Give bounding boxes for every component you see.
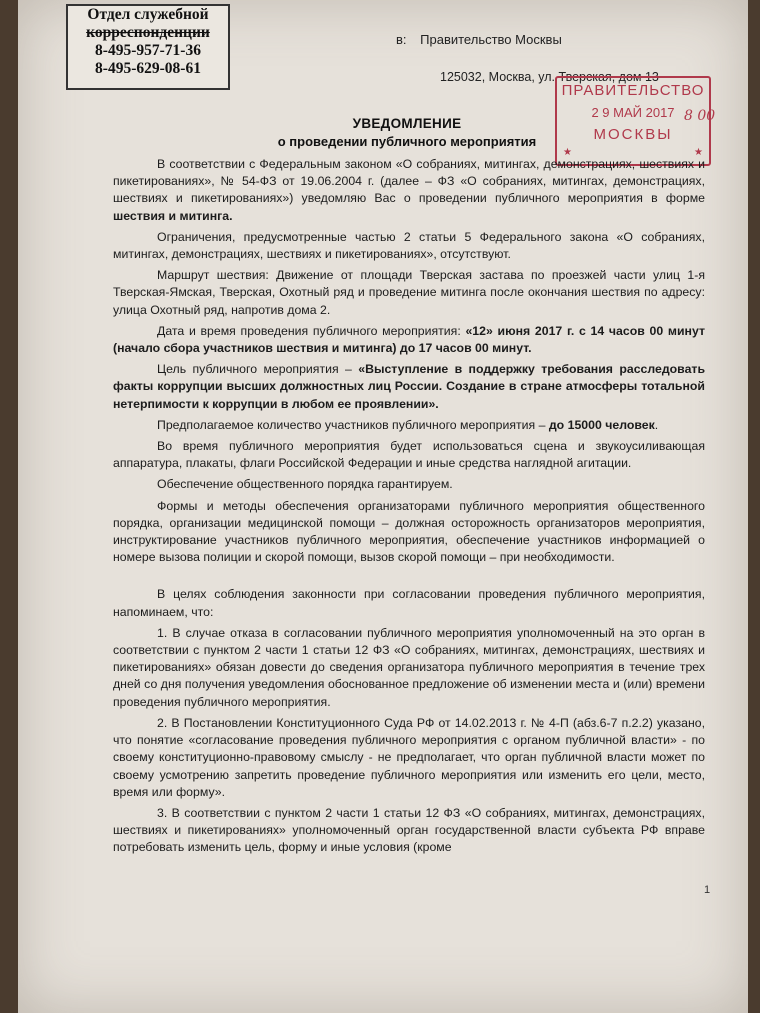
- office-stamp-line1: Отдел служебной: [87, 6, 209, 23]
- star-icon: ★: [694, 147, 703, 158]
- paragraph-bold: шествия и митинга.: [113, 208, 233, 223]
- paragraph-text: Предполагаемое количество участников публичного мероприятия –: [157, 417, 549, 432]
- paragraph: 1. В случае отказа в согласовании публичного мероприятия уполномоченный на это орган в соответствии с пунктом 2 части 1 статьи 12 ФЗ «О собраниях, митингах, демонстрациях, шествиях и пикетированиях» обязан довести до сведения организатора публичного мероприятия в течение трех дней со дня получения уведомления обоснованное предложение об изменении места и (или) времени проведения публичного мероприятия.: [113, 625, 705, 709]
- gov-stamp-top: ПРАВИТЕЛЬСТВО: [561, 82, 705, 99]
- paragraph: [113, 156, 705, 225]
- title-line2: о проведении публичного мероприятия: [277, 134, 537, 149]
- paragraph: Во время публичного мероприятия будет использоваться сцена и звукоусиливающая аппаратура, плакаты, флаги Российской Федерации и иные средства наглядной агитации.: [113, 439, 705, 471]
- recipient-to-label: в:: [396, 32, 407, 47]
- title-line1: УВЕДОМЛЕНИЕ: [352, 116, 462, 131]
- paragraph: Ограничения, предусмотренные частью 2 статьи 5 Федерального закона «О собраниях, митингах, демонстрациях, шествиях и пикетированиях», отсутствуют.: [113, 229, 705, 262]
- paragraph-text: .: [654, 417, 659, 432]
- paragraph: 2. В Постановлении Конституционного Суда РФ от 14.02.2013 г. № 4-П (абз.6-7 п.2.2) указано, что понятие «согласование проведения публичного мероприятия с органом публичной власти» - по своему конституционно-правовому смыслу - не предполагает, что орган публичной власти может по своему усмотрению запретить проведение публичного мероприятия или изменить его цели, место, время или форму».: [113, 715, 705, 799]
- handwritten-time-note: 8 00: [684, 108, 716, 124]
- page-number: 1: [704, 884, 711, 896]
- document-page: [18, 0, 748, 1013]
- paragraph: Формы и методы обеспечения организаторами публичного мероприятия общественного порядка, организации медицинской помощи – должная осторожность организаторов мероприятия, инструктирование участников публичного мероприятия, обеспечение участников информацией о номере вызова полиции и скорой помощи, вызов скорой помощи – при необходимости.: [113, 498, 705, 565]
- recipient-address: 125032, Москва, ул. Тверская, дом 13: [440, 70, 659, 84]
- office-stamp: [66, 4, 230, 90]
- paragraph: Обеспечение общественного порядка гарантируем.: [157, 477, 453, 492]
- paragraph: В целях соблюдения законности при согласовании проведения публичного мероприятия, напоминаем, что:: [113, 587, 705, 619]
- document-title: [252, 116, 562, 149]
- paragraph-text: В соответствии с Федеральным законом «О собраниях, митингах, демонстрациях, шествиях и пикетированиях», № 54-ФЗ от 19.06.2004 г. (далее – ФЗ «О собраниях, митингах, демонстрациях, шествиях и пикетированиях») уведомляю Вас о проведении публичного мероприятия в форме: [113, 157, 705, 206]
- gov-stamp-date: 2 9 МАЙ 2017: [591, 105, 675, 120]
- paragraph: [113, 417, 705, 434]
- office-stamp-line2: корреспонденции: [86, 24, 210, 41]
- paragraph: Маршрут шествия: Движение от площади Тверская застава по проезжей части улиц 1-я Тверская-Ямская, Тверская, Охотный ряд и проведение митинга после окончания шествия по адресу: улица Охотный ряд, напротив дома 2.: [113, 268, 705, 317]
- paragraph-text: Дата и время проведения публичного мероприятия:: [157, 323, 466, 338]
- paragraph: 3. В соответствии с пунктом 2 части 1 статьи 12 ФЗ «О собраниях, митингах, демонстрациях, шествиях и пикетированиях» уполномоченный орган государственной власти субъекта РФ вправе потребовать изменить цель, форму и иные условия (кроме: [113, 805, 705, 855]
- recipient-line: [396, 32, 562, 47]
- document-body: [113, 156, 705, 861]
- paragraph-bold: до 15000 человек: [548, 417, 655, 432]
- paragraph: [113, 361, 705, 413]
- paragraph-text: Цель публичного мероприятия –: [157, 362, 359, 377]
- office-stamp-phone1: 8-495-957-71-36: [95, 42, 201, 59]
- gov-stamp-bottom: МОСКВЫ: [593, 126, 673, 143]
- recipient-name: Правительство Москвы: [420, 32, 562, 47]
- office-stamp-phone2: 8-495-629-08-61: [95, 60, 201, 77]
- star-icon: ★: [563, 147, 572, 158]
- paragraph: [113, 323, 705, 357]
- paragraph-bold: «12» июня 2017 г. с 14 часов 00 минут (начало сбора участников шествия и митинга) до 17 часов 00 минут.: [113, 323, 705, 356]
- paragraph-bold: «Выступление в поддержку требования расследовать факты коррупции высших должностных лиц России. Создание в стране атмосферы тотальной нетерпимости к коррупции в любом ее проявлении».: [113, 362, 705, 411]
